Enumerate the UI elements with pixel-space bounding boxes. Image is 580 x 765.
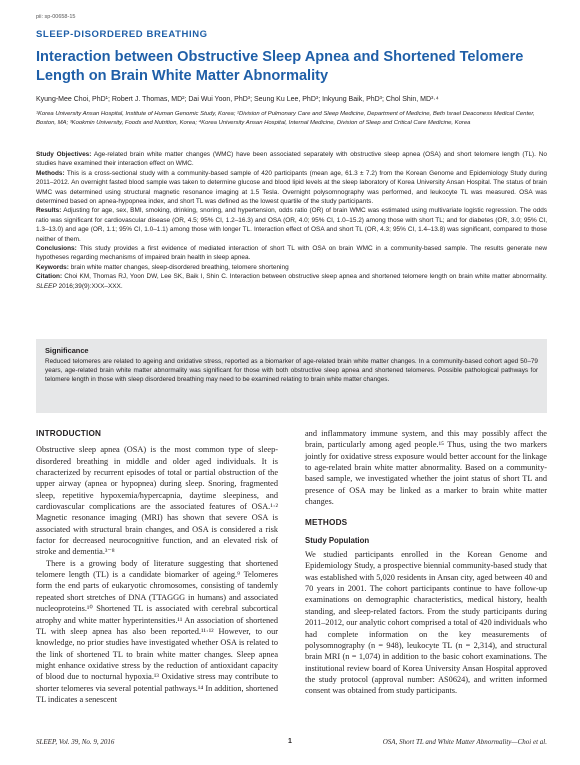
left-column xyxy=(36,428,278,705)
results-text: Adjusting for age, sex, BMI, smoking, drinking, snoring, and hypertension, odds ratio (OR) of brain WMC was estimated using multivariate logistic regression. The odds ratio was significant for cardiovascular disease (OR, 4.5; 95% CI, 1.2–16.3) and OSA (OR, 4.0; 95% CI, 1.0–15.2) among those with short TL; and for diabetes (OR, 3.0; 95% CI, 1.3–13.0) and age (OR, 1.1; 95% CI, 1.0–1.1) among those with longer TL. Interaction effect of OSA and short TL (OR, 4.3; 95% CI, 1.4–13.8) was significant, compared to those neither of them. xyxy=(36,207,548,243)
intro-paragraph-1: Obstructive sleep apnea (OSA) is the most common type of sleep-disordered breathing in middle and older aged individuals. It is characterized by recurrent episodes of total or partial obstruction of the upper airway (apnea or hypopnea) during sleep. Snoring, fragmented sleep, repetitive hypoxemia/hypercapnia, daytime sleepiness, and cardiovascular complications are the associated features of OSA.¹·² Magnetic resonance imaging (MRI) has shown that severe OSA is associated with structural brain changes, and OSA is considered a risk factor for decreased neurocognitive function, and an elevated risk of stroke and dementia.³⁻⁸ xyxy=(36,445,278,557)
citation-volume: 2016;39(9):XXX–XXX. xyxy=(58,282,123,290)
introduction-heading: INTRODUCTION xyxy=(36,429,102,438)
citation-label: Citation: xyxy=(36,273,63,281)
footer-running-title: OSA, Short TL and White Matter Abnormality—Choi et al. xyxy=(382,738,547,746)
abstract-results xyxy=(36,206,547,244)
conclusions-label: Conclusions: xyxy=(36,245,77,253)
methods-heading: METHODS xyxy=(305,518,348,528)
intro-paragraph-2: There is a growing body of literature suggesting that shortened telomere length (TL) is a candidate biomarker of ageing.⁹ Telomeres form the end parts of eukaryotic chromosomes, consisting of tandemly repeated short stretches of DNA (TTAGGG in humans) and associated nucleoproteins.¹⁰ Shortened TL is associated with cerebral subcortical atrophy and white matter hyperintensities.¹¹ An association of shortened TL with sleep apnea has also been reported.¹¹·¹² However, to our knowledge, no prior studies have investigated whether OSA is related to the link of shortened TL to brain white matter changes. Sleep apnea might enhance oxidative stress by the reduction of antioxidant capacity of blood due to nocturnal hypoxia.¹³ Oxidative stress may contribute to shorter telomeres via several potential pathways.¹⁴ In addition, shortened TL indicates a senescent xyxy=(36,558,278,704)
affiliations: ¹Korea University Ansan Hospital, Institute of Human Genomic Study, Korea; ²Division of Pulmonary Care and Sleep Medicine, Department of Medicine, Beth Israel Deaconess Medical Center, Boston, MA; ³Kookmin University, Foods and Nutrition, Korea; ⁴Korea University Ansan Hospital, Internal Medicine, Division of Sleep and Critical Care Medicine, Korea xyxy=(36,111,535,126)
page-number: 1 xyxy=(288,738,292,745)
results-label: Results: xyxy=(36,207,62,215)
methods-paragraph-1: We studied participants enrolled in the Korean Genome and Epidemiology Study, a prospective biennial community-based study that was established with 5,020 residents in Ansan city, aged between 40 and 70 years in 2001. The cohort participants continue to have follow-up examinations on demographic characteristics, medical history, health standing, and sleep-related factors. From the study participants during 2011–2012, our analytic cohort comprised a total of 420 individuals who had complete information on the key measurements of polysomnography (n = 948), leukocyte TL (n = 2,314), and structural brain MRI (n = 1,074) in addition to the basic cohort examinations. The institutional review board of Korea University Ansan Hospital approved the study protocol (approval number: AS0624), and written informed consent was obtained from study participants. xyxy=(305,550,547,696)
article-pii: pii: sp-00658-15 xyxy=(36,14,76,20)
keywords-label: Keywords: xyxy=(36,263,69,271)
intro-paragraph-3: and inflammatory immune system, and this may possibly affect the brain, particularly among aged people.¹⁵ Thus, using the two markers jointly for oxidative stress exposure would better account for the linkage to age-related brain white matter abnormality. Based on a community-based sample, we investigated whether the joint status of short TL and presence of OSA may be linked as a marker to brain white matter changes. xyxy=(305,429,547,507)
keywords-text: brain white matter changes, sleep-disordered breathing, telomere shortening xyxy=(70,263,289,271)
abstract-keywords xyxy=(36,263,547,272)
abstract xyxy=(36,150,547,291)
citation-text: Choi KM, Thomas RJ, Yoon DW, Lee SK, Baik I, Shin C. Interaction between obstructive sleep apnea and shortened telomere length on brain white matter abnormality. xyxy=(64,273,547,281)
abstract-citation xyxy=(36,272,547,291)
author-list: Kyung-Mee Choi, PhD¹; Robert J. Thomas, MD²; Dai Wui Yoon, PhD³; Seung Ku Lee, PhD³; Inkyung Baik, PhD³; Chol Shin, MD³·⁴ xyxy=(36,96,439,103)
methods-label: Methods: xyxy=(36,169,65,177)
article-title: Interaction between Obstructive Sleep Apnea and Shortened Telomere Length on Brain White Matter Abnormality xyxy=(36,49,524,84)
methods-text: This is a cross-sectional study with a community-based sample of 420 participants (mean age, 61.3 ± 7.2) from the Korean Genome and Epidemiology Study during 2011–2012. An overnight fasted blood sample was taken to determine glucose and blood lipid levels at the sleep laboratory of Korea University Ansan Hospital. The status of brain WMC was determined using structural magnetic resonance imaging at 1.5 Tesla. Overnight polysomnography was performed, and leukocyte TL was measured. OSA was determined based on apnea-hypopnea index, and short TL was defined as the lowest quartile of the study participants. xyxy=(36,169,547,206)
section-tag: SLEEP-DISORDERED BREATHING xyxy=(36,29,208,40)
significance-title: Significance xyxy=(45,346,89,355)
significance-text: Reduced telomeres are related to ageing and oxidative stress, reported as a biomarker of age-related brain white matter changes. In a community-based cohort aged 50–79 years, age-related brain white matter abnormality was significant for those with both obstructive sleep apnea and shortened telomeres. Possible pathological pathways for telomere length in those with sleep disordered breathing may need to be examined relating to brain white matter changes. xyxy=(45,358,538,384)
footer-journal: SLEEP, Vol. 39, No. 9, 2016 xyxy=(36,738,115,746)
conclusions-text: This study provides a first evidence of mediated interaction of short TL with OSA on brain WMC in a community-based sample. The results generate new hypotheses regarding mechanisms of impaired brain health in sleep apnea. xyxy=(36,245,547,262)
citation-journal: SLEEP xyxy=(36,282,57,290)
abstract-methods xyxy=(36,169,547,207)
right-column xyxy=(305,428,547,697)
abstract-conclusions xyxy=(36,244,547,263)
study-population-heading: Study Population xyxy=(305,535,370,545)
significance-box xyxy=(36,339,547,413)
objectives-text: Age-related brain white matter changes (WMC) have been associated separately with obstructive sleep apnea (OSA) and short telomere length (TL). No studies have examined their interaction effect on WMC. xyxy=(36,151,547,168)
objectives-label: Study Objectives: xyxy=(36,151,92,158)
abstract-objectives xyxy=(36,150,547,169)
